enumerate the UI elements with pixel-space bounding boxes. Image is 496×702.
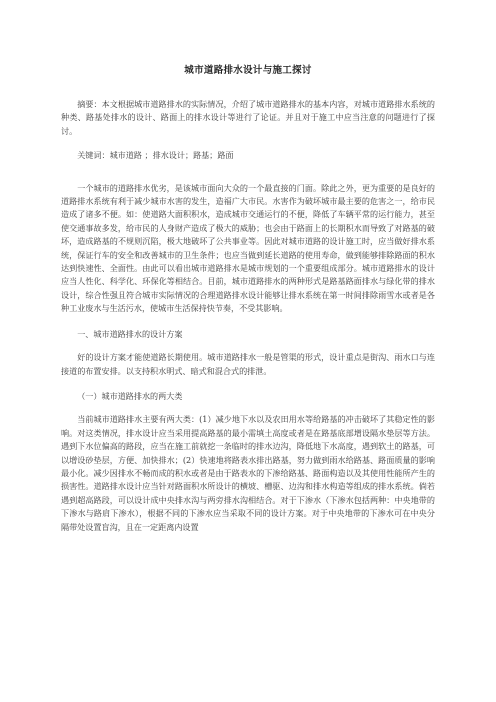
keywords-line: 关键词：城市道路 ；排水设计；路基；路面 [77, 150, 234, 161]
subsection-heading: （一）城市道路排水的两大类 [77, 390, 183, 401]
document-body [61, 64, 435, 534]
document-title: 城市道路排水设计与施工探讨 [184, 65, 312, 76]
section-heading: 一、城市道路排水的设计方案 [77, 328, 183, 339]
intro-paragraph: 一个城市的道路排水优劣，是该城市面向大众的一个最直接的门面。除此之外，更为重要的是良好的道路排水系统有利于减少城市水害的发生，造福广大市民。水害作为破坏城市最主要的危害之一，给市民造成了诸多不便。如：使道路大面积积水，造成城市交通运行的不便，降低了车辆平常的运行能力，甚至使交通事故多发，给市民的人身财产造成了极大的威胁；也会由于路面上的长期积水而导致了对路基的破坏，造成路基的不规则沉陷，极大地破坏了公共事业等。因此对城市道路的设计施工时，应当做好排水系统，保证行车的安全和改善城市的卫生条件；也应当做到延长道路的使用寿命，做到能够排除路面的积水达到快速性、全面性。由此可以看出城市道路排水是城市规划的一个重要组成部分。城市道路排水的设计应当人性化、科学化、环保化等相结合。目前，城市道路排水的两种形式是路基路面排水与绿化带的排水设计，综合性强且符合城市实际情况的合理道路排水设计能够让排水系统在第一时间排除雨雪水或者是各种工业废水与生活污水，使城市生活保持快节奏，不受其影响。 [61, 182, 435, 314]
abstract-paragraph: 摘要：本文根据城市道路排水的实际情况，介绍了城市道路排水的基本内容，对城市道路排水系统的种类、路基处排水的设计、路面上的排水设计等进行了论证。并且对于施工中应当注意的问题进行了探讨。 [61, 99, 435, 136]
design-scheme-paragraph: 好的设计方案才能使道路长期使用。城市道路排水一般是管渠的形式，设计重点是街沟、雨水口与连接道的布置安排。以支持积水明式、暗式和混合式的排泄。 [61, 352, 435, 376]
drainage-types-paragraph: 当前城市道路排水主要有两大类：(1）减少地下水以及农田用水等给路基的冲击破坏了其稳定性的影响。对这类情况，排水设计应当采用提高路基的最小需填土高度或者是在路基底部增设隔水垫层等方法。遇到下水位偏高的路段，应当在施工前就挖一条临时的排水边沟，降低地下水高度，遇到软土的路基，可以增设砂垫层，方便、加快排水；(2）快速地将路表水排出路基，努力做到雨水给路基、路面质量的影响最小化。减少因排水不畅而成的积水或者是由于路表水的下渗给路基、路面构造以及其使用性能所产生的损害性。道路排水设计应当针对路面积水所设计的横坡、槽驱、边沟和排水构造等组成的排水系统。倘若遇到超高路段，可以设计成中央排水沟与两旁排水沟相结合。对于下渗水（下渗水包括两种：中央地带的下渗水与路肩下渗水），根据不同的下渗水应当采取不同的设计方案。对于中央地带的下渗水可在中央分隔带处设置盲沟，且在一定距离内设置 [61, 414, 435, 532]
